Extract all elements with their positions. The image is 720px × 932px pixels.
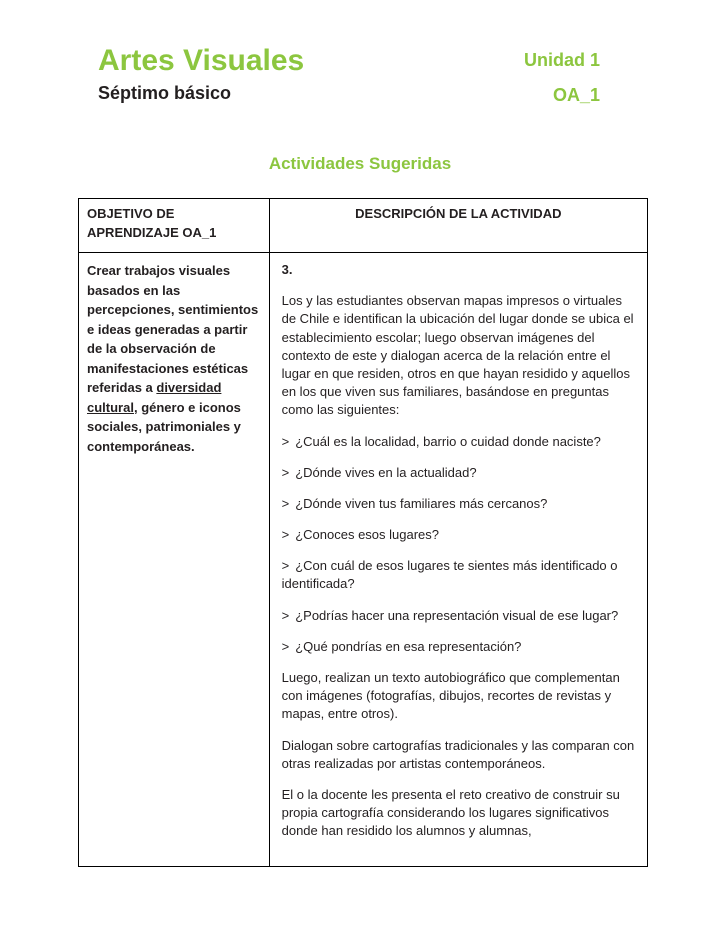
activity-paragraph: El o la docente les presenta el reto creativo de construir su propia cartografía considerando los lugares significativos donde han residido los alumnos y alumnas, <box>281 786 620 839</box>
objective-cell <box>79 253 270 867</box>
question-item <box>282 557 635 593</box>
activity-paragraph: Luego, realizan un texto autobiográfico que complementan con imágenes (fotografías, dibujos, recortes de revistas y mapas, entre otros). <box>281 670 620 722</box>
question-item <box>282 464 635 482</box>
activity-intro: Los y las estudiantes observan mapas impresos o virtuales de Chile e identifican la ubicación del lugar donde se ubica el establecimiento escolar; luego observan imágenes del contexto de este y dialogan acerca de la relación entre el lugar en que residen, otros en que hayan residido y aquellos en los que viven sus familiares, basándose en preguntas como las siguientes: <box>281 293 634 418</box>
question-item <box>282 526 635 544</box>
objective-underlined-term: diversidad cultural <box>87 380 222 415</box>
unit-label: Unidad 1 <box>523 50 600 70</box>
question-text: ¿Cuál es la localidad, barrio o cuidad donde naciste? <box>295 433 601 449</box>
question-bullet: > <box>281 527 290 543</box>
question-bullet: > <box>281 464 290 480</box>
document-header <box>0 0 720 106</box>
objective-text-before: Crear trabajos visuales basados en las percepciones, sentimientos e ideas generadas a partir de la observación de manifestaciones estéticas referidas a <box>87 263 259 396</box>
section-title: Actividades Sugeridas <box>268 154 452 174</box>
column-header-objective: OBJETIVO DE APRENDIZAJE OA_1 <box>79 199 270 253</box>
activities-table <box>78 198 648 866</box>
question-text: ¿Dónde vives en la actualidad? <box>295 464 477 480</box>
question-text: ¿Con cuál de esos lugares te sientes más identificado o identificada? <box>281 558 618 592</box>
activity-cell <box>269 253 647 867</box>
grade-subtitle: Séptimo básico <box>98 83 232 103</box>
question-item <box>282 607 635 625</box>
question-text: ¿Podrías hacer una representación visual de ese lugar? <box>295 607 619 623</box>
table-header-row <box>79 199 648 253</box>
course-title: Artes Visuales <box>98 44 305 77</box>
question-bullet: > <box>281 433 290 449</box>
question-text: ¿Conoces esos lugares? <box>295 527 440 543</box>
activity-paragraph: Dialogan sobre cartografías tradicionales y las comparan con otras realizadas por artistas contemporáneos. <box>281 737 635 771</box>
header-left <box>98 44 304 104</box>
question-item <box>282 433 635 451</box>
activity-number: 3. <box>281 262 293 278</box>
question-bullet: > <box>281 495 290 511</box>
question-text: ¿Qué pondrías en esa representación? <box>295 638 522 654</box>
question-item <box>282 495 635 513</box>
table-body-row <box>79 253 648 867</box>
question-item <box>282 638 635 656</box>
objective-text-after: , género e iconos sociales, patrimoniales y contemporáneas. <box>87 399 241 454</box>
question-bullet: > <box>281 638 290 654</box>
question-bullet: > <box>281 607 290 623</box>
header-right <box>524 44 600 106</box>
question-text: ¿Dónde viven tus familiares más cercanos? <box>295 495 548 511</box>
question-bullet: > <box>281 558 290 574</box>
column-header-description: DESCRIPCIÓN DE LA ACTIVIDAD <box>269 199 647 253</box>
oa-label: OA_1 <box>552 84 600 105</box>
